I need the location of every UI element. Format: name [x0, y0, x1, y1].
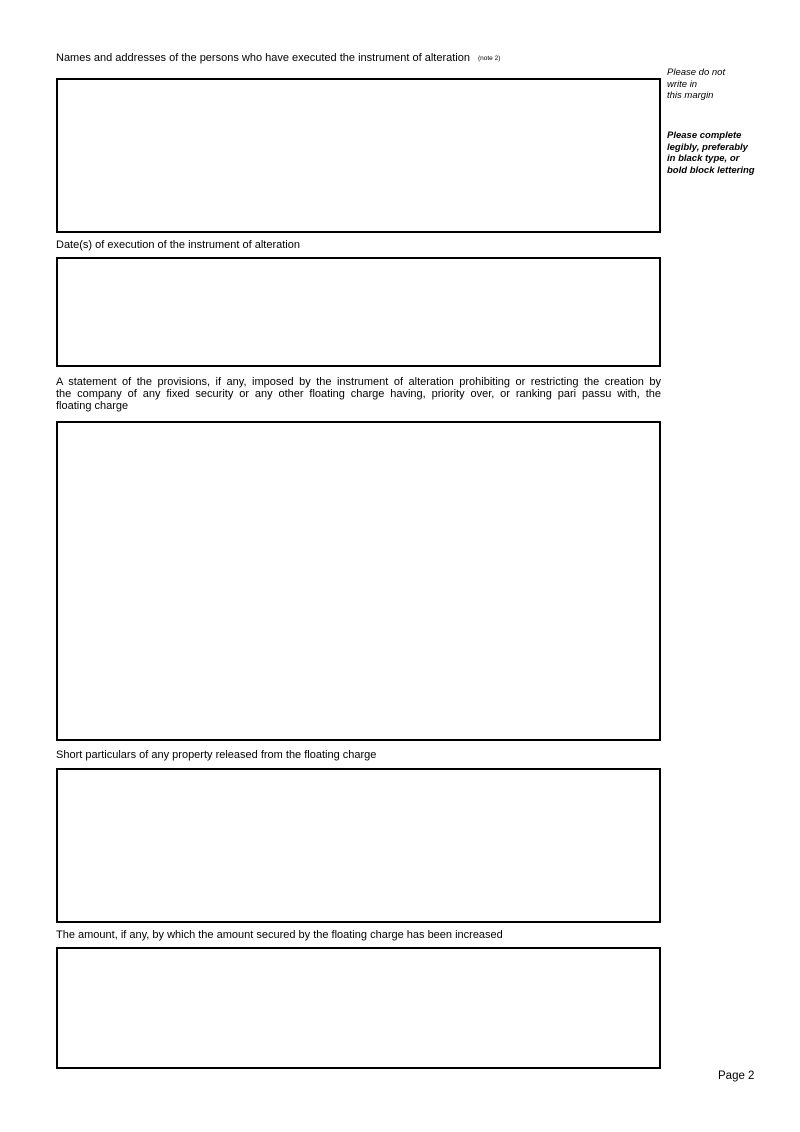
page-number: Page 2: [718, 1070, 755, 1082]
completion-instruction-line: Please complete: [667, 130, 742, 141]
margin-instruction-line: write in: [667, 78, 698, 90]
note-reference: (note 2): [477, 55, 501, 62]
provisions-statement-line: the company of any fixed security or any other floating charge having, priority over, or ranking pari passu with, the: [56, 388, 661, 400]
margin-instruction: [667, 67, 725, 102]
completion-instruction-line: bold block lettering: [667, 164, 755, 176]
provisions-statement-line: A statement of the provisions, if any, imposed by the instrument of alteration prohibiting or restricting the creation by: [56, 376, 661, 388]
provisions-statement-line: floating charge: [56, 400, 129, 412]
names-addresses-label-text: Names and addresses of the persons who have executed the instrument of alteration: [56, 52, 470, 64]
completion-instruction-line: legibly, preferably: [667, 141, 748, 153]
execution-dates-label: Date(s) of execution of the instrument of alteration: [56, 239, 300, 251]
provisions-statement-field[interactable]: [56, 421, 661, 741]
property-released-field[interactable]: [56, 768, 661, 923]
provisions-statement-label: [56, 376, 661, 412]
margin-instruction-line: this margin: [667, 90, 714, 101]
names-addresses-label: [56, 52, 500, 65]
property-released-label: Short particulars of any property released from the floating charge: [56, 749, 377, 761]
completion-instruction: [667, 130, 755, 176]
margin-instruction-line: Please do not: [667, 67, 726, 78]
names-addresses-field[interactable]: [56, 78, 661, 233]
amount-increased-field[interactable]: [56, 947, 661, 1069]
amount-increased-label: The amount, if any, by which the amount secured by the floating charge has been increased: [56, 929, 503, 941]
execution-dates-field[interactable]: [56, 257, 661, 367]
completion-instruction-line: in black type, or: [667, 153, 740, 164]
